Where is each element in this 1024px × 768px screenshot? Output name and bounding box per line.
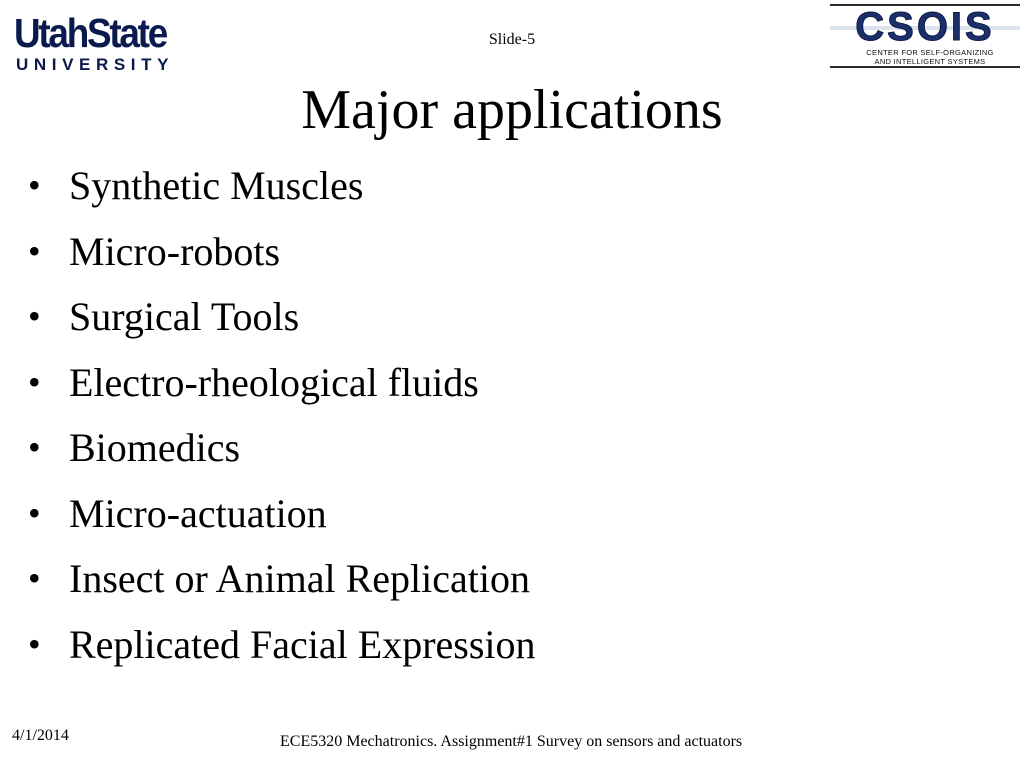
usu-logo-wordmark: UtahState [14,10,166,56]
bullet-icon: • [28,427,41,467]
list-item [28,284,536,350]
footer-date: 4/1/2014 [12,727,69,744]
bullet-text: Synthetic Muscles [69,163,364,208]
csois-logo-tagline-1: CENTER FOR SELF-ORGANIZING [866,48,994,57]
list-item [28,481,536,547]
bullet-icon: • [28,492,41,533]
slide-number: Slide-5 [488,31,536,48]
bullet-icon: • [28,558,41,598]
bullet-text: Surgical Tools [69,294,300,339]
slide-title: Major applications [301,79,723,141]
list-item [28,350,536,416]
bullet-text: Micro-actuation [69,490,327,536]
list-item [28,415,536,481]
list-item [28,153,536,219]
csois-logo [830,4,1020,68]
bullet-text: Electro-rheological fluids [69,359,479,405]
bullet-text: Biomedics [69,425,241,470]
bullet-list [28,153,536,677]
bullet-icon: • [28,296,41,336]
csois-logo-tagline-2: AND INTELLIGENT SYSTEMS [874,57,986,66]
bullet-icon: • [28,361,41,402]
list-item [28,546,536,612]
bullet-text: Replicated Facial Expression [69,621,536,667]
list-item [28,612,536,678]
bullet-text: Insect or Animal Replication [69,556,530,601]
list-item [28,219,536,285]
usu-logo-subtitle: UNIVERSITY [16,55,175,74]
bullet-icon: • [28,165,41,205]
bullet-icon: • [28,623,41,664]
bullet-text: Micro-robots [69,228,281,274]
csois-logo-wordmark: CSOIS [855,5,995,49]
bullet-icon: • [28,230,41,271]
footer-course-title: ECE5320 Mechatronics. Assignment#1 Survey on sensors and actuators [280,733,743,750]
